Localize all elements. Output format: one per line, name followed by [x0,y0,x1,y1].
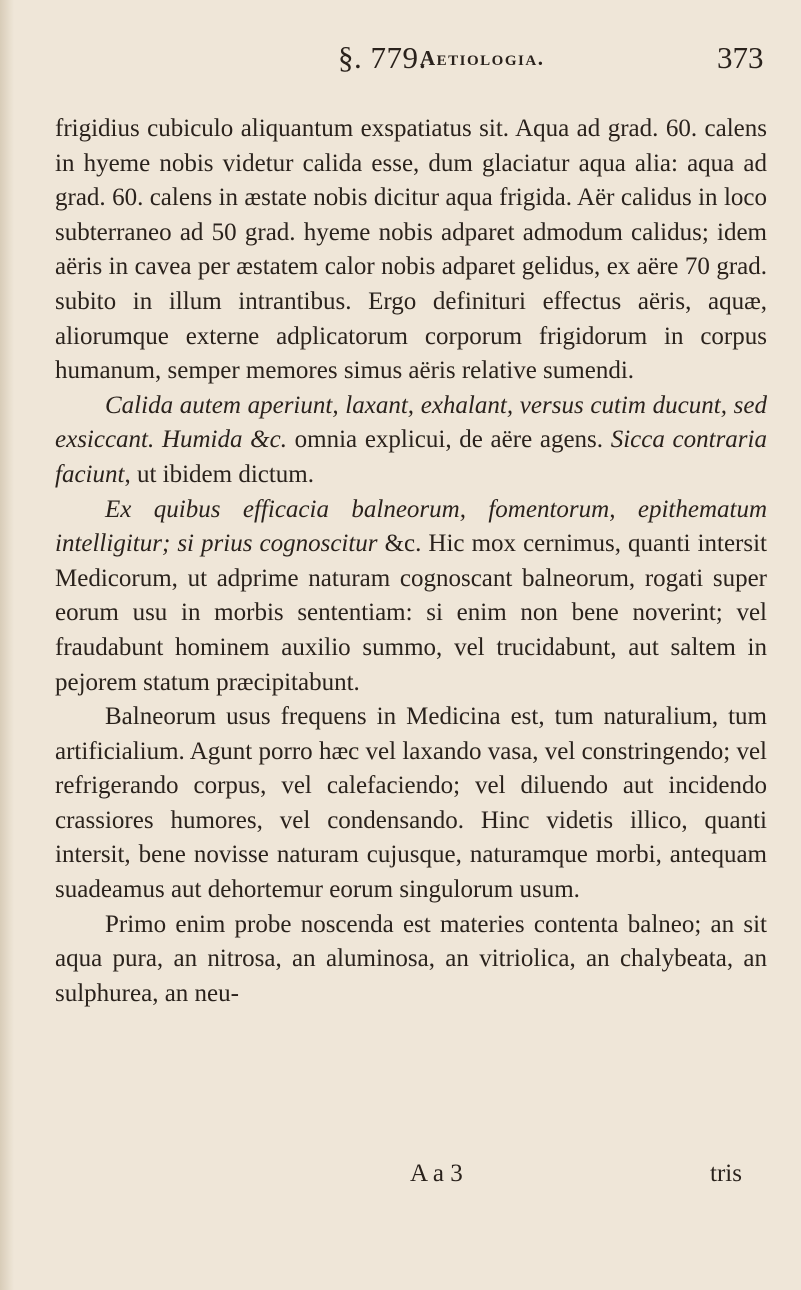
section-number: §. 779. [338,40,427,75]
catchword: tris [710,1160,742,1187]
text-run: frigidius cubiculo aliquantum exspatiatus sit. Aqua ad grad. 60. calens in hyeme nobis videtur calida esse, dum glaciatur aqua alia: aqua ad grad. 60. calens in æstate nobis dicitur aqua frigida. Aër calidus in loco subterraneo ad 50 grad. hyeme nobis adparet admodum calidus; idem aëris in cavea per æstatem calor nobis adparet gelidus, ex aëre 70 grad. subito in illum intrantibus. Ergo definituri effectus aëris, aquæ, aliorumque externe adplicatorum corporum frigidorum in corpus humanum, semper memores simus aëris relative sumendi. [55,115,767,385]
italic-text: Ex quibus efficacia balneorum, fomentorum, epithematum intelligitur; si prius cognoscitur [55,495,767,558]
paragraph [55,908,767,1012]
italic-text: Sicca contraria faciunt [55,426,767,488]
text-run: Primo enim probe noscenda est materies contenta balneo; an sit aqua pura, an nitrosa, an aluminosa, an vitriolica, an chalybeata, an sulphurea, an neu- [55,910,767,1007]
paragraph [55,389,767,493]
running-header [0,40,801,80]
text-run: Balneorum usus frequens in Medicina est, tum naturalium, tum artificialium. Agunt porro hæc vel laxando vasa, vel constringendo; vel refrigerando corpus, vel calefaciendo; vel diluendo aut incidendo crassiores humores, vel condensando. Hinc videtis illico, quanti intersit, bene novisse naturam cujusque, naturamque morbi, antequam suadeamus aut dehortemur eorum singulorum usum. [55,703,767,904]
paragraph [55,493,767,701]
paragraph [55,112,767,389]
page-footer [0,1160,801,1200]
signature-mark: A a 3 [410,1160,463,1187]
page-number: 373 [717,40,764,75]
running-title: Aetiologia. [420,46,545,70]
paragraph [55,700,767,908]
text-run: omnia explicui, de aëre agens. [286,426,611,454]
body-text [55,112,767,1011]
text-run: , ut ibidem dictum. [124,460,315,488]
text-run: &c. Hic mox cernimus, quanti intersit Medicorum, ut adprime naturam cognoscant balneorum, rogati super eorum usu in morbis sententiam: si enim non bene noverint; vel fraudabunt hominem auxilio summo, vel trucidabunt, aut saltem in pejorem statum præcipitabunt. [55,530,767,696]
italic-text: Calida autem aperiunt, laxant, exhalant, versus cutim ducunt, sed exsiccant. Humida &c. [55,391,767,454]
